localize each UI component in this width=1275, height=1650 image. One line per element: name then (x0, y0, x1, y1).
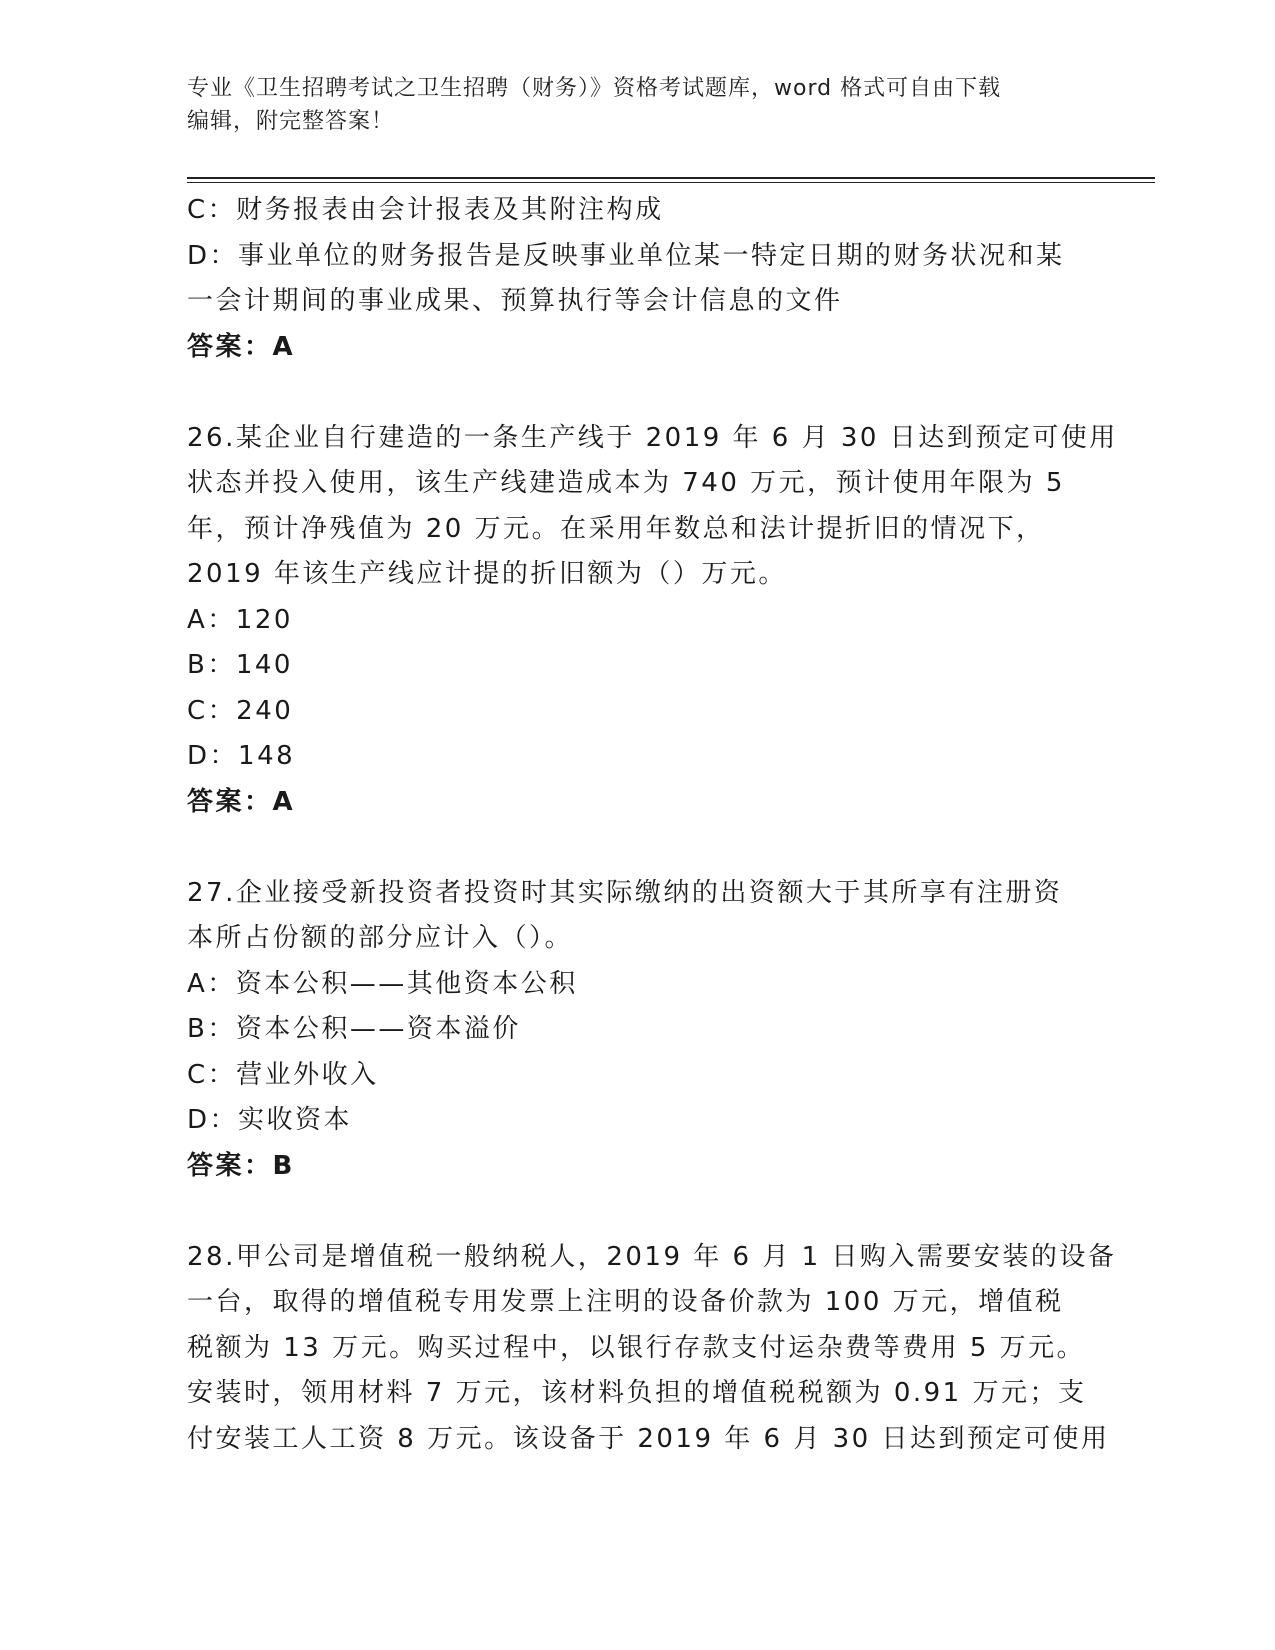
question-28 (187, 1235, 1117, 1463)
spacer (187, 825, 1087, 871)
option-a: A：120 (187, 604, 293, 635)
question-text-line-5: 付安装工人工资 8 万元。该设备于 2019 年 6 月 30 日达到预定可使用 (187, 1423, 1110, 1454)
question-text-line-3: 年，预计净残值为 20 万元。在采用年数总和法计提折旧的情况下， (187, 513, 1045, 544)
question-text-line-2: 一台，取得的增值税专用发票上注明的设备价款为 100 万元，增值税 (187, 1287, 1064, 1317)
answer: 答案：A (187, 331, 296, 362)
option-d: D：148 (187, 741, 296, 771)
question-text-line-1: 26.某企业自行建造的一条生产线于 2019 年 6 月 30 日达到预定可使用 (187, 422, 1118, 453)
question-text-line-1: 27.企业接受新投资者投资时其实际缴纳的出资额大于其所享有注册资 (187, 877, 1063, 908)
question-27 (187, 871, 1087, 1190)
question-text-line-2: 状态并投入使用，该生产线建造成本为 740 万元，预计使用年限为 5 (187, 468, 1065, 498)
option-c: C：营业外收入 (187, 1059, 379, 1090)
option-d: D：实收资本 (187, 1105, 353, 1135)
header-line-2: 编辑，附完整答案！ (187, 109, 395, 134)
question-text-line-2: 本所占份额的部分应计入（）。 (187, 923, 574, 953)
option-d-line-1: D：事业单位的财务报告是反映事业单位某一特定日期的财务状况和某 (187, 240, 1065, 271)
spacer (187, 370, 1087, 416)
header-divider-thin (187, 182, 1155, 183)
answer: 答案：A (187, 786, 296, 817)
option-d-line-2: 一会计期间的事业成果、预算执行等会计信息的文件 (187, 286, 843, 316)
option-c: C：240 (187, 695, 294, 726)
option-b: B：140 (187, 650, 293, 680)
page-header (187, 72, 1067, 138)
question-text-line-3: 税额为 13 万元。购买过程中，以银行存款支付运杂费等费用 5 万元。 (187, 1332, 1086, 1363)
question-26 (187, 416, 1118, 826)
prev-question-block (187, 188, 1087, 370)
question-text-line-4: 2019 年该生产线应计提的折旧额为（）万元。 (187, 559, 787, 589)
question-text-line-1: 28.甲公司是增值税一般纳税人，2019 年 6 月 1 日购入需要安装的设备 (187, 1241, 1117, 1272)
question-text-line-4: 安装时，领用材料 7 万元，该材料负担的增值税税额为 0.91 万元；支 (187, 1378, 1087, 1408)
header-line-1: 专业《卫生招聘考试之卫生招聘（财务）》资格考试题库，word 格式可自由下载 (187, 76, 1002, 101)
spacer (187, 1189, 1087, 1235)
answer: 答案：B (187, 1150, 295, 1181)
option-a: A：资本公积——其他资本公积 (187, 968, 578, 999)
option-c: C：财务报表由会计报表及其附注构成 (187, 195, 664, 225)
question-content (187, 188, 1118, 1462)
header-divider-thick (187, 177, 1155, 179)
option-b: B：资本公积——资本溢价 (187, 1014, 521, 1044)
